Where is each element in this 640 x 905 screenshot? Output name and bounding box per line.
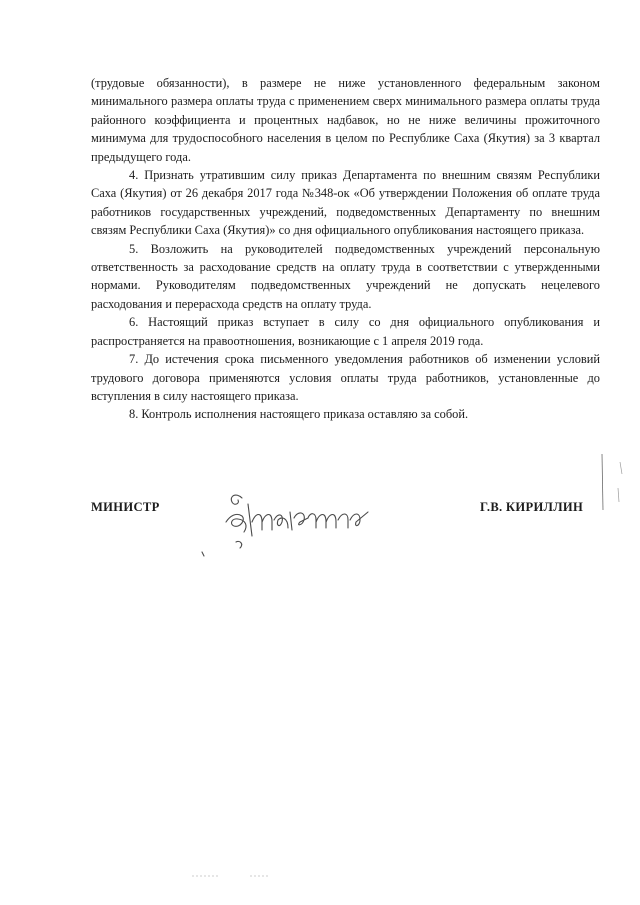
paragraph-4: 4. Признать утратившим силу приказ Департамента по внешним связям Республики Саха (Якутия) от 26 декабря 2017 года №348-ок «Об утверждении Положения об оплате труда работников государственных учреждений, подведомственных Департаменту по внешним связям Республики Саха (Якутия)» со дня официального опубликования настоящего приказа. [91,168,600,238]
signature-block [0,496,640,566]
signatory-title: МИНИСТР [91,500,160,514]
paragraph-7: 7. До истечения срока письменного уведомления работников об изменении условий трудового договора применяются условия оплаты труда работников, установленные до вступления в силу настоящего приказа. [91,352,600,403]
document-body [91,74,600,424]
paragraph-8: 8. Контроль исполнения настоящего приказа оставляю за собой. [129,407,469,422]
handwritten-signature [196,482,416,562]
paragraph-5: 5. Возложить на руководителей подведомственных учреждений персональную ответственность за расходование средств на оплату труда в соответствии с утвержденными нормами. Руководителям подведомственных учреждений не допускать нецелевого расходования и перерасхода средств на оплату труда. [91,241,600,311]
scan-artifact [190,872,280,880]
paragraph-3-continuation: (трудовые обязанности), в размере не ниже установленного федеральным законом минимального размера оплаты труда с применением сверх минимального размера оплаты труда районного коэффициента и процентных надбавок, но не ниже величины прожиточного минимума для трудоспособного населения в целом по Республике Саха (Якутия) за 3 квартал предыдущего года. [91,76,600,164]
paragraph-6: 6. Настоящий приказ вступает в силу со дня официального опубликования и распространяется на правоотношения, возникающие с 1 апреля 2019 года. [91,315,600,348]
signatory-name: Г.В. КИРИЛЛИН [480,500,584,514]
